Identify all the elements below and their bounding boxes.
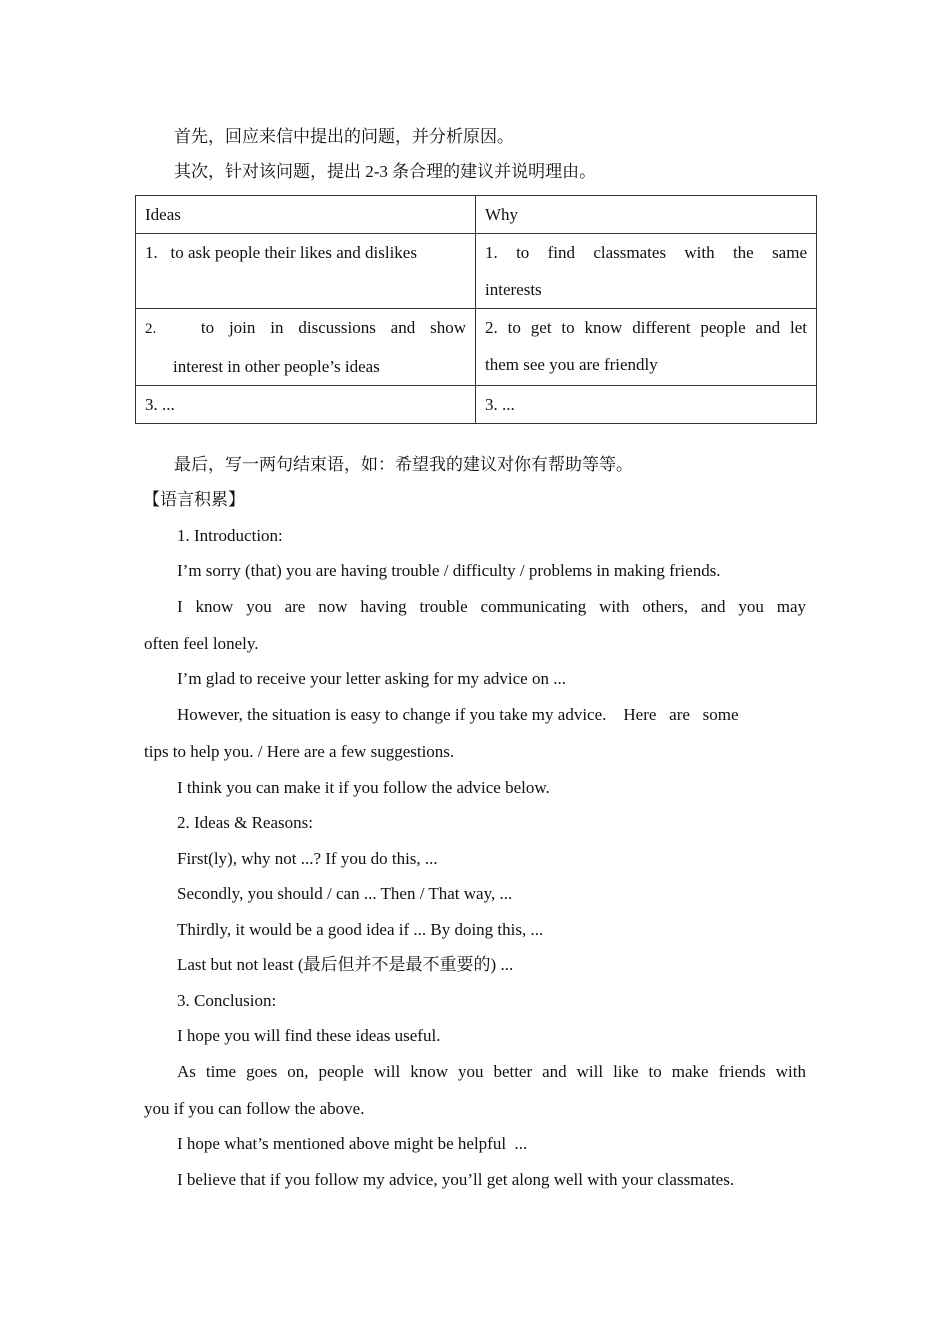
phrase-line: I hope you will find these ideas useful. xyxy=(177,1026,441,1045)
conclusion-heading: 3. Conclusion: xyxy=(177,991,277,1010)
why-text-line: 2. to get to know different people and let xyxy=(485,318,807,337)
idea-text: 3. ... xyxy=(145,395,175,414)
phrase-line: Secondly, you should / can ... Then / That way, ... xyxy=(177,884,513,903)
why-cell xyxy=(476,386,817,424)
phrase-line: Last but not least (最后但并不是最不重要的) ... xyxy=(177,955,514,974)
why-text-line: 1. to find classmates with the same xyxy=(485,243,807,262)
introduction-heading: 1. Introduction: xyxy=(177,526,283,545)
why-text: 3. ... xyxy=(485,395,515,414)
phrase-line: I think you can make it if you follow the advice below. xyxy=(177,778,550,797)
phrase-line-continued: you if you can follow the above. xyxy=(144,1099,365,1118)
idea-text-line: interest in other people’s ideas xyxy=(173,357,380,376)
phrase-line: I believe that if you follow my advice, you’ll get along well with your classmates. xyxy=(177,1170,735,1189)
instruction-first: 首先，回应来信中提出的问题，并分析原因。 xyxy=(174,127,514,146)
table-row xyxy=(136,386,817,424)
why-text-line: interests xyxy=(485,280,542,299)
header-ideas: Ideas xyxy=(136,196,476,234)
idea-cell xyxy=(136,234,476,309)
phrase-line: First(ly), why not ...? If you do this, ... xyxy=(177,849,438,868)
phrase-line: Thirdly, it would be a good idea if ... By doing this, ... xyxy=(177,920,544,939)
why-cell xyxy=(476,309,817,386)
idea-text: 1. to ask people their likes and dislikes xyxy=(145,243,417,262)
table-row xyxy=(136,234,817,309)
idea-cell xyxy=(136,386,476,424)
idea-text-line xyxy=(145,309,466,348)
header-why: Why xyxy=(476,196,817,234)
instruction-second: 其次，针对该问题，提出 2-3 条合理的建议并说明理由。 xyxy=(174,162,597,181)
phrase-line: I know you are now having trouble communicating with others, and you may xyxy=(177,597,806,616)
instruction-closing: 最后，写一两句结束语，如：希望我的建议对你有帮助等等。 xyxy=(174,455,633,474)
why-text-line: them see you are friendly xyxy=(485,355,658,374)
phrase-line: I hope what’s mentioned above might be helpful ... xyxy=(177,1134,528,1153)
phrase-line: I’m sorry (that) you are having trouble / difficulty / problems in making friends. xyxy=(177,561,721,580)
table-header-row xyxy=(136,196,817,234)
ideas-table xyxy=(135,195,817,424)
phrase-line-continued: tips to help you. / Here are a few suggestions. xyxy=(144,742,455,761)
idea-text: to join in discussions and show xyxy=(200,318,466,337)
phrase-line-continued: often feel lonely. xyxy=(144,634,259,653)
why-cell xyxy=(476,234,817,309)
section-title: 【语言积累】 xyxy=(143,490,245,509)
ideas-reasons-heading: 2. Ideas & Reasons: xyxy=(177,813,313,832)
table-row xyxy=(136,309,817,386)
idea-number: 2. xyxy=(145,321,157,337)
phrase-line: I’m glad to receive your letter asking for my advice on ... xyxy=(177,669,566,688)
idea-cell xyxy=(136,309,476,386)
phrase-line: However, the situation is easy to change if you take my advice. Here are some xyxy=(177,705,739,724)
phrase-line: As time goes on, people will know you better and will like to make friends with xyxy=(177,1062,806,1081)
